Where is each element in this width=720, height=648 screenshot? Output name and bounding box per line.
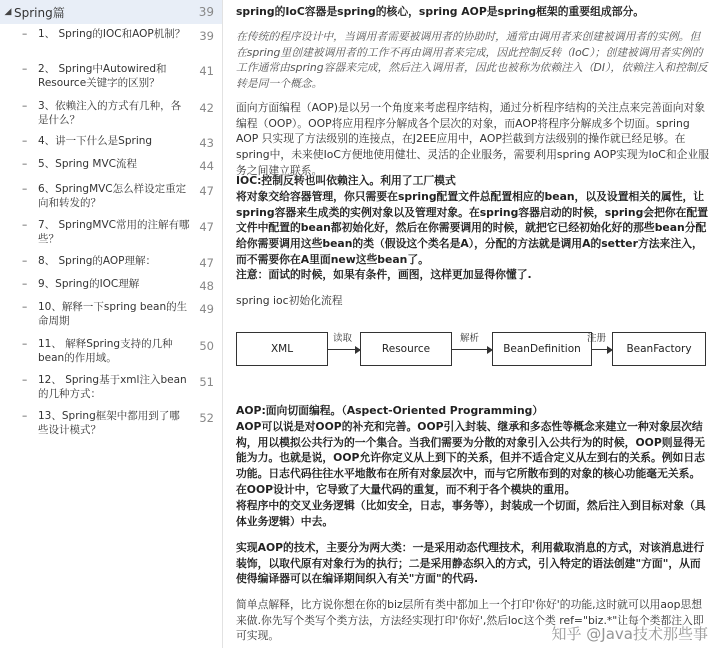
toc-item[interactable] bbox=[0, 409, 222, 437]
toc-bullet-icon: – bbox=[22, 63, 28, 75]
toc-sidebar bbox=[0, 0, 223, 648]
toc-item[interactable] bbox=[0, 134, 222, 148]
toc-item-page: 47 bbox=[199, 256, 214, 270]
ioc-flow-diagram bbox=[236, 332, 706, 368]
toc-item-page: 43 bbox=[199, 136, 214, 150]
toc-item-label: 5、Spring MVC流程 bbox=[38, 158, 137, 170]
flow-title: spring ioc初始化流程 bbox=[236, 294, 343, 307]
toc-item-page: 48 bbox=[199, 279, 214, 293]
toc-bullet-icon: – bbox=[22, 255, 28, 267]
flow-box-resource: Resource bbox=[360, 332, 452, 366]
toc-item-page: 49 bbox=[199, 302, 214, 316]
toc-item-label: 7、 SpringMVC常用的注解有哪些？ bbox=[38, 219, 190, 245]
toc-item[interactable] bbox=[0, 157, 222, 171]
aop-body: AOP可以说是对OOP的补充和完善。OOP引入封装、继承和多态性等概念来建立一种对象层次结构，用以模拟公共行为的一个集合。当我们需要为分散的对象引入公共行为的时候，OOP则显得无能为力。也就是说，OOP允许你定义从上到下的关系，但并不适合定义从左到右的关系。例如日志功能。日志代码往往水平地散布在所有对象层次中，而与它所散布到的对象的核心功能毫无关系。在OOP设计中，它导致了大量代码的重复，而不利于各个模块的重用。 bbox=[236, 420, 705, 496]
flow-arrow-3 bbox=[592, 349, 612, 350]
toc-item[interactable] bbox=[0, 300, 222, 328]
flow-box-xml: XML bbox=[236, 332, 328, 366]
ioc-title: IOC:控制反转也叫依赖注入。利用了工厂模式 bbox=[236, 174, 456, 187]
toc-bullet-icon: – bbox=[22, 28, 28, 40]
toc-item[interactable] bbox=[0, 182, 222, 210]
toc-item-page: 47 bbox=[199, 220, 214, 234]
toc-item[interactable] bbox=[0, 62, 222, 90]
ioc-italic-paragraph: 在传统的程序设计中，当调用者需要被调用者的协助时，通常由调用者来创建被调用者的实例。但在spring里创建被调用者的工作不再由调用者来完成，因此控制反转（IoC）；创建被调用者实例的工作通常由spring容器来完成，然后注入调用者，因此也被称为依赖注入（DI），依赖注入和控制反转是同一个概念。 bbox=[236, 30, 708, 91]
toc-bullet-icon: – bbox=[22, 278, 28, 290]
flow-box-beanfactory: BeanFactory bbox=[612, 332, 706, 366]
toc-bullet-icon: – bbox=[22, 338, 28, 350]
toc-item-page: 41 bbox=[199, 64, 214, 78]
toc-item[interactable] bbox=[0, 99, 222, 127]
toc-item-label: 4、讲一下什么是Spring bbox=[38, 135, 153, 147]
toc-item-label: 6、SpringMVC怎么样设定重定向和转发的？ bbox=[38, 183, 187, 209]
toc-item-page: 42 bbox=[199, 101, 214, 115]
toc-item-label: 11、 解释Spring支持的几种bean的作用域。 bbox=[38, 338, 173, 364]
toc-item-label: 10、解释一下spring bean的生命周期 bbox=[38, 301, 188, 327]
toc-item-label: 12、 Spring基于xml注入bean的几种方式： bbox=[38, 374, 187, 400]
toc-header-label: Spring篇 bbox=[14, 5, 65, 20]
toc-bullet-icon: – bbox=[22, 135, 28, 147]
toc-item-label: 9、Spring的IOC理解 bbox=[38, 278, 140, 290]
ioc-body: 将对象交给容器管理，你只需要在spring配置文件总配置相应的bean，以及设置相关的属性，让spring容器来生成类的实例对象以及管理对象。在spring容器启动的时候，spring会把你在配置文件中配置的bean都初始化好，然后在你需要调用的时候，就把它已经初始化好的那些bean分配给你需要调用这些bean的类（假设这个类名是A），分配的方法就是调用A的setter方法来注入，而不需要你在A里面new这些bean了。 bbox=[236, 190, 709, 266]
aop-tech-paragraph: 实现AOP的技术，主要分为两大类：一是采用动态代理技术，利用截取消息的方式，对该消息进行装饰，以取代原有对象行为的执行；二是采用静态织入的方式，引入特定的语法创建"方面"，从而使得编译器可以在编译期间织入有关"方面"的代码. bbox=[236, 541, 705, 586]
flow-arrow-1 bbox=[328, 349, 360, 350]
toc-item-page: 44 bbox=[199, 159, 214, 173]
toc-bullet-icon: – bbox=[22, 100, 28, 112]
toc-item-label: 8、 Spring的AOP理解： bbox=[38, 255, 156, 267]
ioc-note: 注意：面试的时候，如果有条件，画图，这样更加显得你懂了. bbox=[236, 268, 532, 281]
toc-bullet-icon: – bbox=[22, 158, 28, 170]
toc-item-label: 3、依赖注入的方式有几种，各是什么？ bbox=[38, 100, 182, 126]
toc-item-page: 52 bbox=[199, 411, 214, 425]
toc-item-label: 2、 Spring中Autowired和Resource关键字的区别？ bbox=[38, 63, 167, 89]
flow-arrow-2 bbox=[452, 349, 492, 350]
aop-title: AOP:面向切面编程。（Aspect-Oriented Programming） bbox=[236, 404, 544, 417]
flow-box-beandefinition: BeanDefinition bbox=[492, 332, 592, 366]
intro-heading: spring的IoC容器是spring的核心，spring AOP是spring框架的重要组成部分。 bbox=[236, 5, 645, 18]
flow-label-read: 读取 bbox=[333, 333, 353, 344]
toc-bullet-icon: – bbox=[22, 219, 28, 231]
toc-item-page: 39 bbox=[199, 29, 214, 43]
collapse-caret-icon[interactable]: ◢ bbox=[4, 7, 12, 17]
toc-header[interactable] bbox=[0, 0, 222, 24]
aop-intro-paragraph: 面向方面编程（AOP)是以另一个角度来考虑程序结构，通过分析程序结构的关注点来完善面向对象编程（OOP）。OOP将应用程序分解成各个层次的对象，而AOP将程序分解成多个切面。spring AOP 只实现了方法级别的连接点，在J2EE应用中，AOP拦截到方法级别的操作就已经足够。在spring中，未来使IoC方便地使用健壮、灵活的企业服务，需要利用spring AOP实现为IoC和企业服务之间建立联系。 bbox=[236, 101, 710, 177]
aop-body-2: 将程序中的交叉业务逻辑（比如安全，日志，事务等），封装成一个切面，然后注入到目标对象（具体业务逻辑）中去。 bbox=[236, 499, 706, 528]
toc-item[interactable] bbox=[0, 337, 222, 365]
toc-bullet-icon: – bbox=[22, 183, 28, 195]
toc-item-page: 50 bbox=[199, 339, 214, 353]
toc-item[interactable] bbox=[0, 27, 222, 41]
toc-item[interactable] bbox=[0, 254, 222, 268]
watermark: 知乎 @Java技术那些事 bbox=[551, 625, 708, 643]
toc-bullet-icon: – bbox=[22, 301, 28, 313]
toc-item[interactable] bbox=[0, 218, 222, 246]
simple-explain-paragraph: 简单点解释，比方说你想在你的biz层所有类中都加上一个打印'你好'的功能,这时就可以用aop思想来做.你先写个类写个类方法，方法经实现打印'你好',然后loc这个类 ref="biz.*"让每个类都注入即可实现。 bbox=[236, 598, 704, 643]
flow-label-parse: 解析 bbox=[460, 333, 480, 344]
toc-item-page: 51 bbox=[199, 375, 214, 389]
toc-item[interactable] bbox=[0, 277, 222, 291]
toc-header-page: 39 bbox=[198, 5, 214, 19]
toc-bullet-icon: – bbox=[22, 410, 28, 422]
toc-item-label: 1、 Spring的IOC和AOP机制？ bbox=[38, 28, 186, 40]
toc-item-label: 13、Spring框架中都用到了哪些设计模式？ bbox=[38, 410, 180, 436]
flow-label-register: 注册 bbox=[587, 333, 607, 344]
toc-item-page: 47 bbox=[199, 184, 214, 198]
toc-item[interactable] bbox=[0, 373, 222, 401]
toc-bullet-icon: – bbox=[22, 374, 28, 386]
